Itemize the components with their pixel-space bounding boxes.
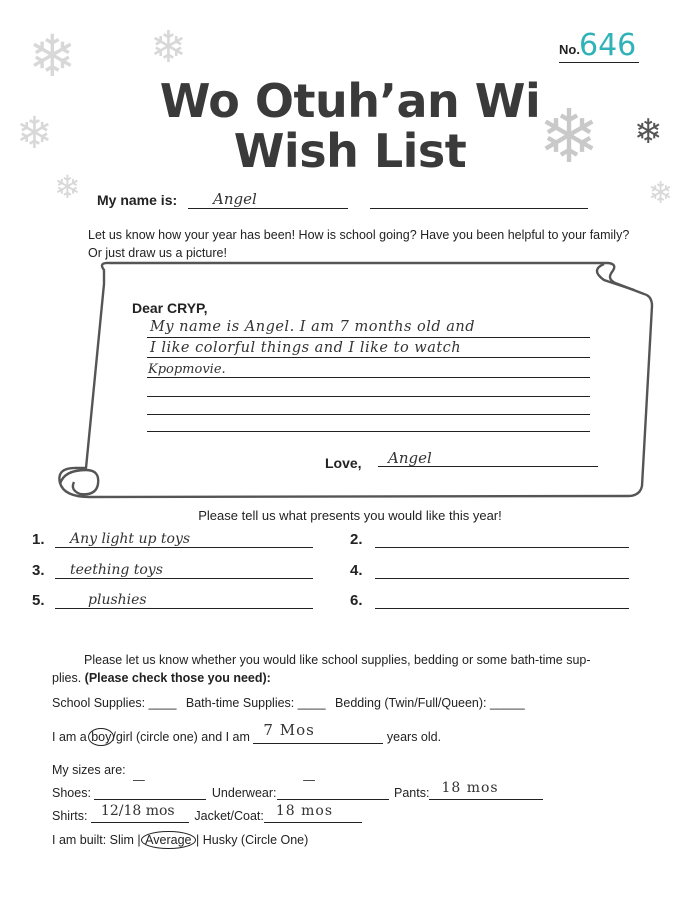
snowflake-icon: ❄	[28, 24, 77, 89]
letter-line	[147, 414, 590, 415]
letter-text-line-2: I like colorful things and I like to watch	[150, 340, 462, 356]
name-value: Angel	[213, 190, 257, 208]
letter-signature: Angel	[388, 449, 432, 467]
bedding-checkbox[interactable]: Bedding (Twin/Full/Queen): _____	[335, 696, 525, 710]
jacket-value: 18 mos	[275, 803, 334, 819]
wish-value: plushies	[88, 592, 147, 608]
letter-text-line-1: My name is Angel. I am 7 months old and	[150, 319, 476, 335]
letter-text-line-3: Kpopmovie.	[148, 362, 226, 377]
girl-option: /girl (circle one) and I am	[112, 730, 254, 744]
shoes-field[interactable]	[94, 773, 206, 800]
jacket-label: Jacket/Coat:	[194, 809, 264, 823]
page-title-line-1: Wo Otuh’an Wi	[159, 74, 541, 128]
sizes-row-1	[52, 773, 543, 800]
snowflake-icon: ❄	[16, 109, 53, 158]
letter-closing-label: Love,	[325, 455, 362, 471]
wish-line	[55, 578, 313, 579]
age-field[interactable]	[253, 721, 383, 744]
pants-label: Pants:	[394, 786, 430, 800]
bath-supplies-checkbox[interactable]: Bath-time Supplies: ____	[185, 696, 326, 710]
supplies-prompt-line-1: Please let us know whether you would like school supplies, bedding or some bath-time sup-	[84, 653, 591, 667]
letter-line	[147, 377, 590, 378]
pants-field[interactable]	[429, 780, 543, 800]
jacket-field[interactable]	[264, 803, 362, 823]
pants-value: 18 mos	[441, 780, 499, 796]
snowflake-icon: ❄	[634, 113, 663, 151]
build-row	[52, 833, 308, 847]
wish-number: 4.	[350, 562, 363, 579]
wish-value: Any light up toys	[70, 531, 191, 547]
wish-line	[375, 547, 629, 548]
wish-number: 1.	[32, 531, 45, 548]
wish-line	[55, 547, 313, 548]
page-title-line-2: Wish List	[233, 124, 467, 178]
supplies-row	[52, 696, 525, 710]
shirts-label: Shirts:	[52, 809, 88, 823]
build-suffix: | Husky (Circle One)	[192, 833, 309, 847]
snowflake-icon: ❄	[150, 23, 187, 72]
i-am-suffix: years old.	[383, 730, 442, 744]
wish-number: 5.	[32, 592, 45, 609]
name-label: My name is:	[97, 192, 178, 208]
wish-line	[55, 608, 313, 609]
supplies-prompt-start: plies.	[52, 671, 85, 685]
number-value: 646	[579, 28, 637, 63]
wish-number: 3.	[32, 562, 45, 579]
letter-greeting: Dear CRYP,	[132, 300, 208, 316]
wish-line	[375, 578, 629, 579]
shirts-field[interactable]	[91, 803, 189, 823]
i-am-row	[52, 721, 442, 744]
snowflake-icon: ❄	[538, 95, 601, 178]
number-label: No.	[559, 42, 580, 57]
supplies-prompt-line-2	[52, 669, 271, 687]
presents-prompt: Please tell us what presents you would like this year!	[198, 508, 502, 523]
wish-number: 6.	[350, 592, 363, 609]
intro-text: Let us know how your year has been! How is school going? Have you been helpful to your family? Or just draw us a picture!	[88, 228, 630, 260]
letter-line	[147, 431, 590, 432]
school-supplies-checkbox[interactable]: School Supplies: ____	[52, 696, 177, 710]
underwear-label: Underwear:	[211, 786, 277, 800]
letter-line	[147, 337, 590, 338]
sizes-row-2	[52, 803, 362, 823]
shoes-label: Shoes:	[52, 786, 91, 800]
wish-number: 2.	[350, 531, 363, 548]
build-prefix: I am built: Slim |	[52, 833, 145, 847]
supplies-prompt-bold: (Please check those you need):	[84, 671, 271, 685]
sizes-label: My sizes are:	[52, 763, 126, 777]
average-option-circled[interactable]: Average	[141, 831, 195, 849]
snowflake-icon: ❄	[54, 169, 81, 205]
shoes-value: —	[132, 773, 146, 788]
i-am-prefix: I am a	[52, 730, 91, 744]
letter-line	[147, 357, 590, 358]
underwear-value: —	[302, 773, 316, 788]
wish-line	[375, 608, 629, 609]
snowflake-icon: ❄	[648, 177, 674, 210]
boy-option-circled[interactable]: boy	[88, 728, 114, 746]
age-value: 7 Mos	[263, 721, 315, 739]
letter-line	[147, 396, 590, 397]
underwear-field[interactable]	[277, 773, 389, 800]
wish-value: teething toys	[70, 562, 163, 578]
shirts-value: 12/18 mos	[100, 803, 175, 819]
